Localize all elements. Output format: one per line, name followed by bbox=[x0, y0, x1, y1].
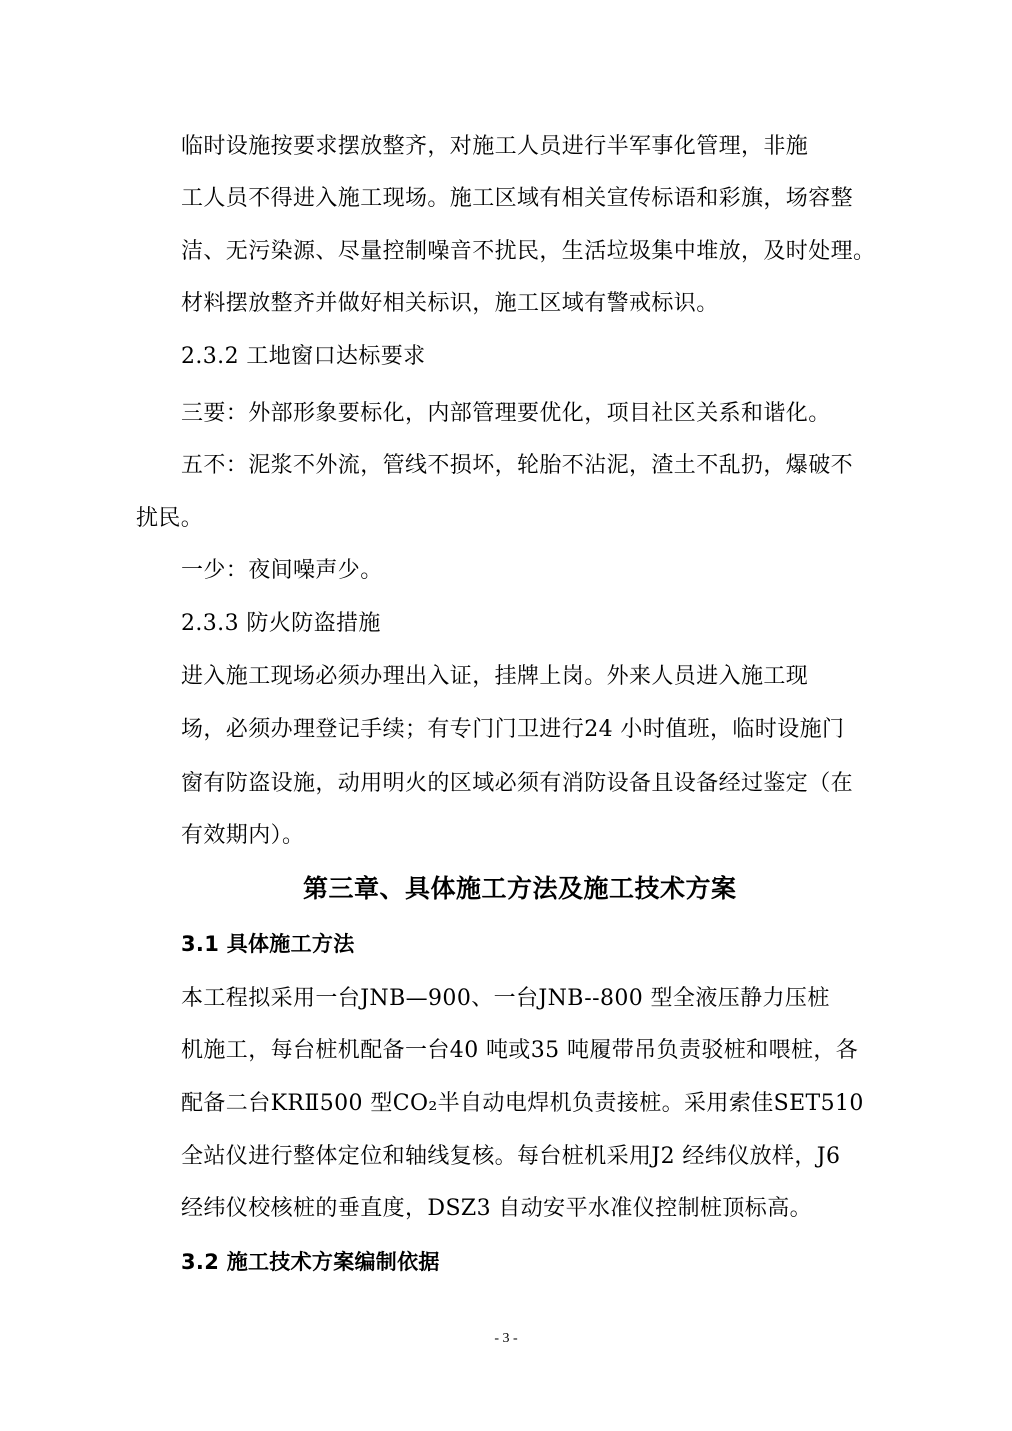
body-line: 扰民。 bbox=[136, 506, 204, 531]
body-line: 机施工，每台桩机配备一台40 吨或35 吨履带吊负责驳桩和喂桩，各 bbox=[181, 1038, 859, 1063]
body-line: 工人员不得进入施工现场。施工区域有相关宣传标语和彩旗，场容整 bbox=[181, 186, 854, 211]
body-line: 全站仪进行整体定位和轴线复核。每台桩机采用J2 经纬仪放样，J6 bbox=[181, 1144, 841, 1169]
body-line: 窗有防盗设施，动用明火的区域必须有消防设备且设备经过鉴定（在 bbox=[181, 771, 854, 796]
body-line: 进入施工现场必须办理出入证，挂牌上岗。外来人员进入施工现 bbox=[181, 664, 809, 689]
subsection-heading: 2.3.3 防火防盗措施 bbox=[181, 611, 381, 636]
body-line: 三要：外部形象要标化，内部管理要优化，项目社区关系和谐化。 bbox=[181, 401, 831, 426]
body-line: 材料摆放整齐并做好相关标识，施工区域有警戒标识。 bbox=[181, 291, 719, 316]
body-line: 配备二台KRⅡ500 型CO₂半自动电焊机负责接桩。采用索佳SET510 bbox=[181, 1091, 864, 1116]
body-line: 场，必须办理登记手续；有专门门卫进行24 小时值班，临时设施门 bbox=[181, 717, 845, 742]
body-line: 五不：泥浆不外流，管线不损坏，轮胎不沾泥，渣土不乱扔，爆破不 bbox=[181, 453, 854, 478]
page-number: - 3 - bbox=[494, 1331, 518, 1346]
body-line: 临时设施按要求摆放整齐，对施工人员进行半军事化管理，非施 bbox=[181, 134, 809, 159]
chapter-title: 第三章、具体施工方法及施工技术方案 bbox=[303, 874, 737, 903]
section-heading-3-1: 3.1 具体施工方法 bbox=[181, 932, 355, 956]
body-line: 本工程拟采用一台JNB—900、一台JNB--800 型全液压静力压桩 bbox=[181, 986, 830, 1011]
body-line: 经纬仪校核桩的垂直度，DSZ3 自动安平水准仪控制桩顶标高。 bbox=[181, 1196, 812, 1221]
body-line: 一少：夜间噪声少。 bbox=[181, 558, 383, 583]
body-line: 洁、无污染源、尽量控制噪音不扰民，生活垃圾集中堆放，及时处理。 bbox=[181, 239, 876, 264]
subsection-heading: 2.3.2 工地窗口达标要求 bbox=[181, 344, 426, 369]
body-line: 有效期内）。 bbox=[181, 823, 305, 848]
section-heading-3-2: 3.2 施工技术方案编制依据 bbox=[181, 1250, 440, 1274]
